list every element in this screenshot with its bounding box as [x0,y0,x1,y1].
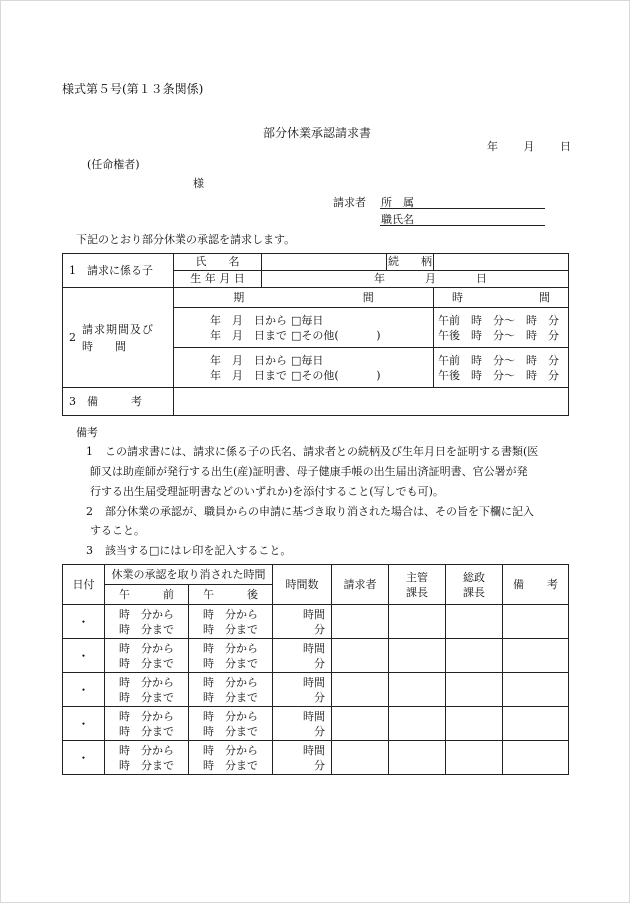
remarks-header: 備 考 [503,565,569,605]
row-remarks[interactable] [503,673,569,707]
date-header: 日付 [63,565,105,605]
row-admin[interactable] [446,639,503,673]
row-requester[interactable] [332,707,389,741]
position-name-line[interactable] [380,225,545,226]
row-date[interactable]: ・ [63,741,105,775]
row-requester[interactable] [332,673,389,707]
table-row[interactable] [63,673,569,707]
row-chief[interactable] [389,741,446,775]
note-2-line-2: すること。 [90,524,145,537]
row-chief[interactable] [389,639,446,673]
period-block-2[interactable]: 年 月 日から 年 月 日まで □毎日 □その他( ) [174,348,387,388]
remarks-label: 3 備 考 [63,388,174,416]
requester-header: 請求者 [332,565,389,605]
chief-header: 主管 課長 [389,565,446,605]
requester-label: 請求者 [333,196,366,209]
note-1: 1 この請求書には、請求に係る子の氏名、請求者との続柄及び生年月日を証明する書類(医 [86,445,539,458]
affiliation-label: 所 属 [381,196,414,209]
row-am-time[interactable]: 時 分から 時 分まで [105,605,189,639]
row-admin[interactable] [446,741,503,775]
row-pm-time[interactable]: 時 分から 時 分まで [189,639,273,673]
other-checkbox[interactable]: □その他( ) [291,328,381,342]
hours-header: 時間数 [273,565,332,605]
time-block-2[interactable]: 午前 時 分～ 時 分 午後 時 分～ 時 分 [434,348,569,388]
note-2: 2 部分休業の承認が、職員からの申請に基づき取り消された場合は、その旨を下欄に記入 [86,505,534,518]
row-admin[interactable] [446,707,503,741]
row-pm-time[interactable]: 時 分から 時 分まで [189,707,273,741]
row-date[interactable]: ・ [63,639,105,673]
row-am-time[interactable]: 時 分から 時 分まで [105,639,189,673]
admin-header: 総政 課長 [446,565,503,605]
row-hours[interactable]: 時間 分 [273,639,332,673]
row-pm-time[interactable]: 時 分から 時 分まで [189,673,273,707]
cancelled-time-header: 休業の承認を取り消された時間 [105,565,273,585]
row-remarks[interactable] [503,639,569,673]
relation-field[interactable] [434,254,569,271]
birth-label: 生 年 月 日 [174,271,262,288]
row-requester[interactable] [332,741,389,775]
row-hours[interactable]: 時間 分 [273,605,332,639]
period-label: 2 請求期間及び 時 間 [63,288,174,388]
cancellation-table [62,564,569,775]
period-header: 期 間 [174,288,434,308]
every-day-checkbox[interactable]: □毎日 [291,313,324,327]
row-am-time[interactable]: 時 分から 時 分まで [105,673,189,707]
row-remarks[interactable] [503,605,569,639]
row-hours[interactable]: 時間 分 [273,707,332,741]
row-hours[interactable]: 時間 分 [273,673,332,707]
affiliation-line[interactable] [380,208,545,209]
row-admin[interactable] [446,605,503,639]
relation-label: 続 柄 [387,254,434,271]
note-1-line-3: 行する出生届受理証明書などのいずれか)を添付すること(写しでも可)。 [90,485,444,498]
form-number: 様式第５号(第１３条関係) [62,82,204,96]
period-block-1-spacer [387,308,434,348]
row-date[interactable]: ・ [63,673,105,707]
child-name-label: 氏 名 [174,254,262,271]
child-label: 1 請求に係る子 [63,254,174,288]
row-am-time[interactable]: 時 分から 時 分まで [105,741,189,775]
child-name-field[interactable] [262,254,387,271]
table-row[interactable] [63,707,569,741]
row-admin[interactable] [446,673,503,707]
honorific: 様 [193,177,204,190]
note-3: 3 該当する□にはレ印を記入すること。 [86,544,292,557]
row-remarks[interactable] [503,707,569,741]
row-chief[interactable] [389,605,446,639]
notes-heading: 備考 [76,426,98,439]
row-pm-time[interactable]: 時 分から 時 分まで [189,741,273,775]
row-remarks[interactable] [503,741,569,775]
pm-header: 午 後 [189,585,273,605]
row-pm-time[interactable]: 時 分から 時 分まで [189,605,273,639]
birth-field[interactable]: 年 月 日 [262,271,569,288]
note-1-line-2: 師又は助産師が発行する出生(産)証明書、母子健康手帳の出生届出済証明書、官公署が発 [90,465,528,478]
row-hours[interactable]: 時間 分 [273,741,332,775]
row-date[interactable]: ・ [63,605,105,639]
date-line: 年 月 日 [487,140,571,153]
table-row[interactable] [63,605,569,639]
row-am-time[interactable]: 時 分から 時 分まで [105,707,189,741]
appointer-label: (任命権者) [87,158,140,171]
request-table [62,253,569,416]
every-day-checkbox[interactable]: □毎日 [291,353,324,367]
other-checkbox[interactable]: □その他( ) [291,368,381,382]
time-header: 時 間 [434,288,569,308]
table-row[interactable] [63,639,569,673]
row-chief[interactable] [389,707,446,741]
time-block-1[interactable]: 午前 時 分～ 時 分 午後 時 分～ 時 分 [434,308,569,348]
intro-text: 下記のとおり部分休業の承認を請求します。 [76,233,296,246]
table-row[interactable] [63,741,569,775]
period-block-1[interactable]: 年 月 日から 年 月 日まで □毎日 □その他( ) [174,308,387,348]
remarks-field[interactable] [174,388,569,416]
document-title: 部分休業承認請求書 [263,126,372,140]
am-header: 午 前 [105,585,189,605]
period-block-2-spacer [387,348,434,388]
row-requester[interactable] [332,605,389,639]
position-name-label: 職氏名 [381,213,414,226]
row-requester[interactable] [332,639,389,673]
row-date[interactable]: ・ [63,707,105,741]
row-chief[interactable] [389,673,446,707]
